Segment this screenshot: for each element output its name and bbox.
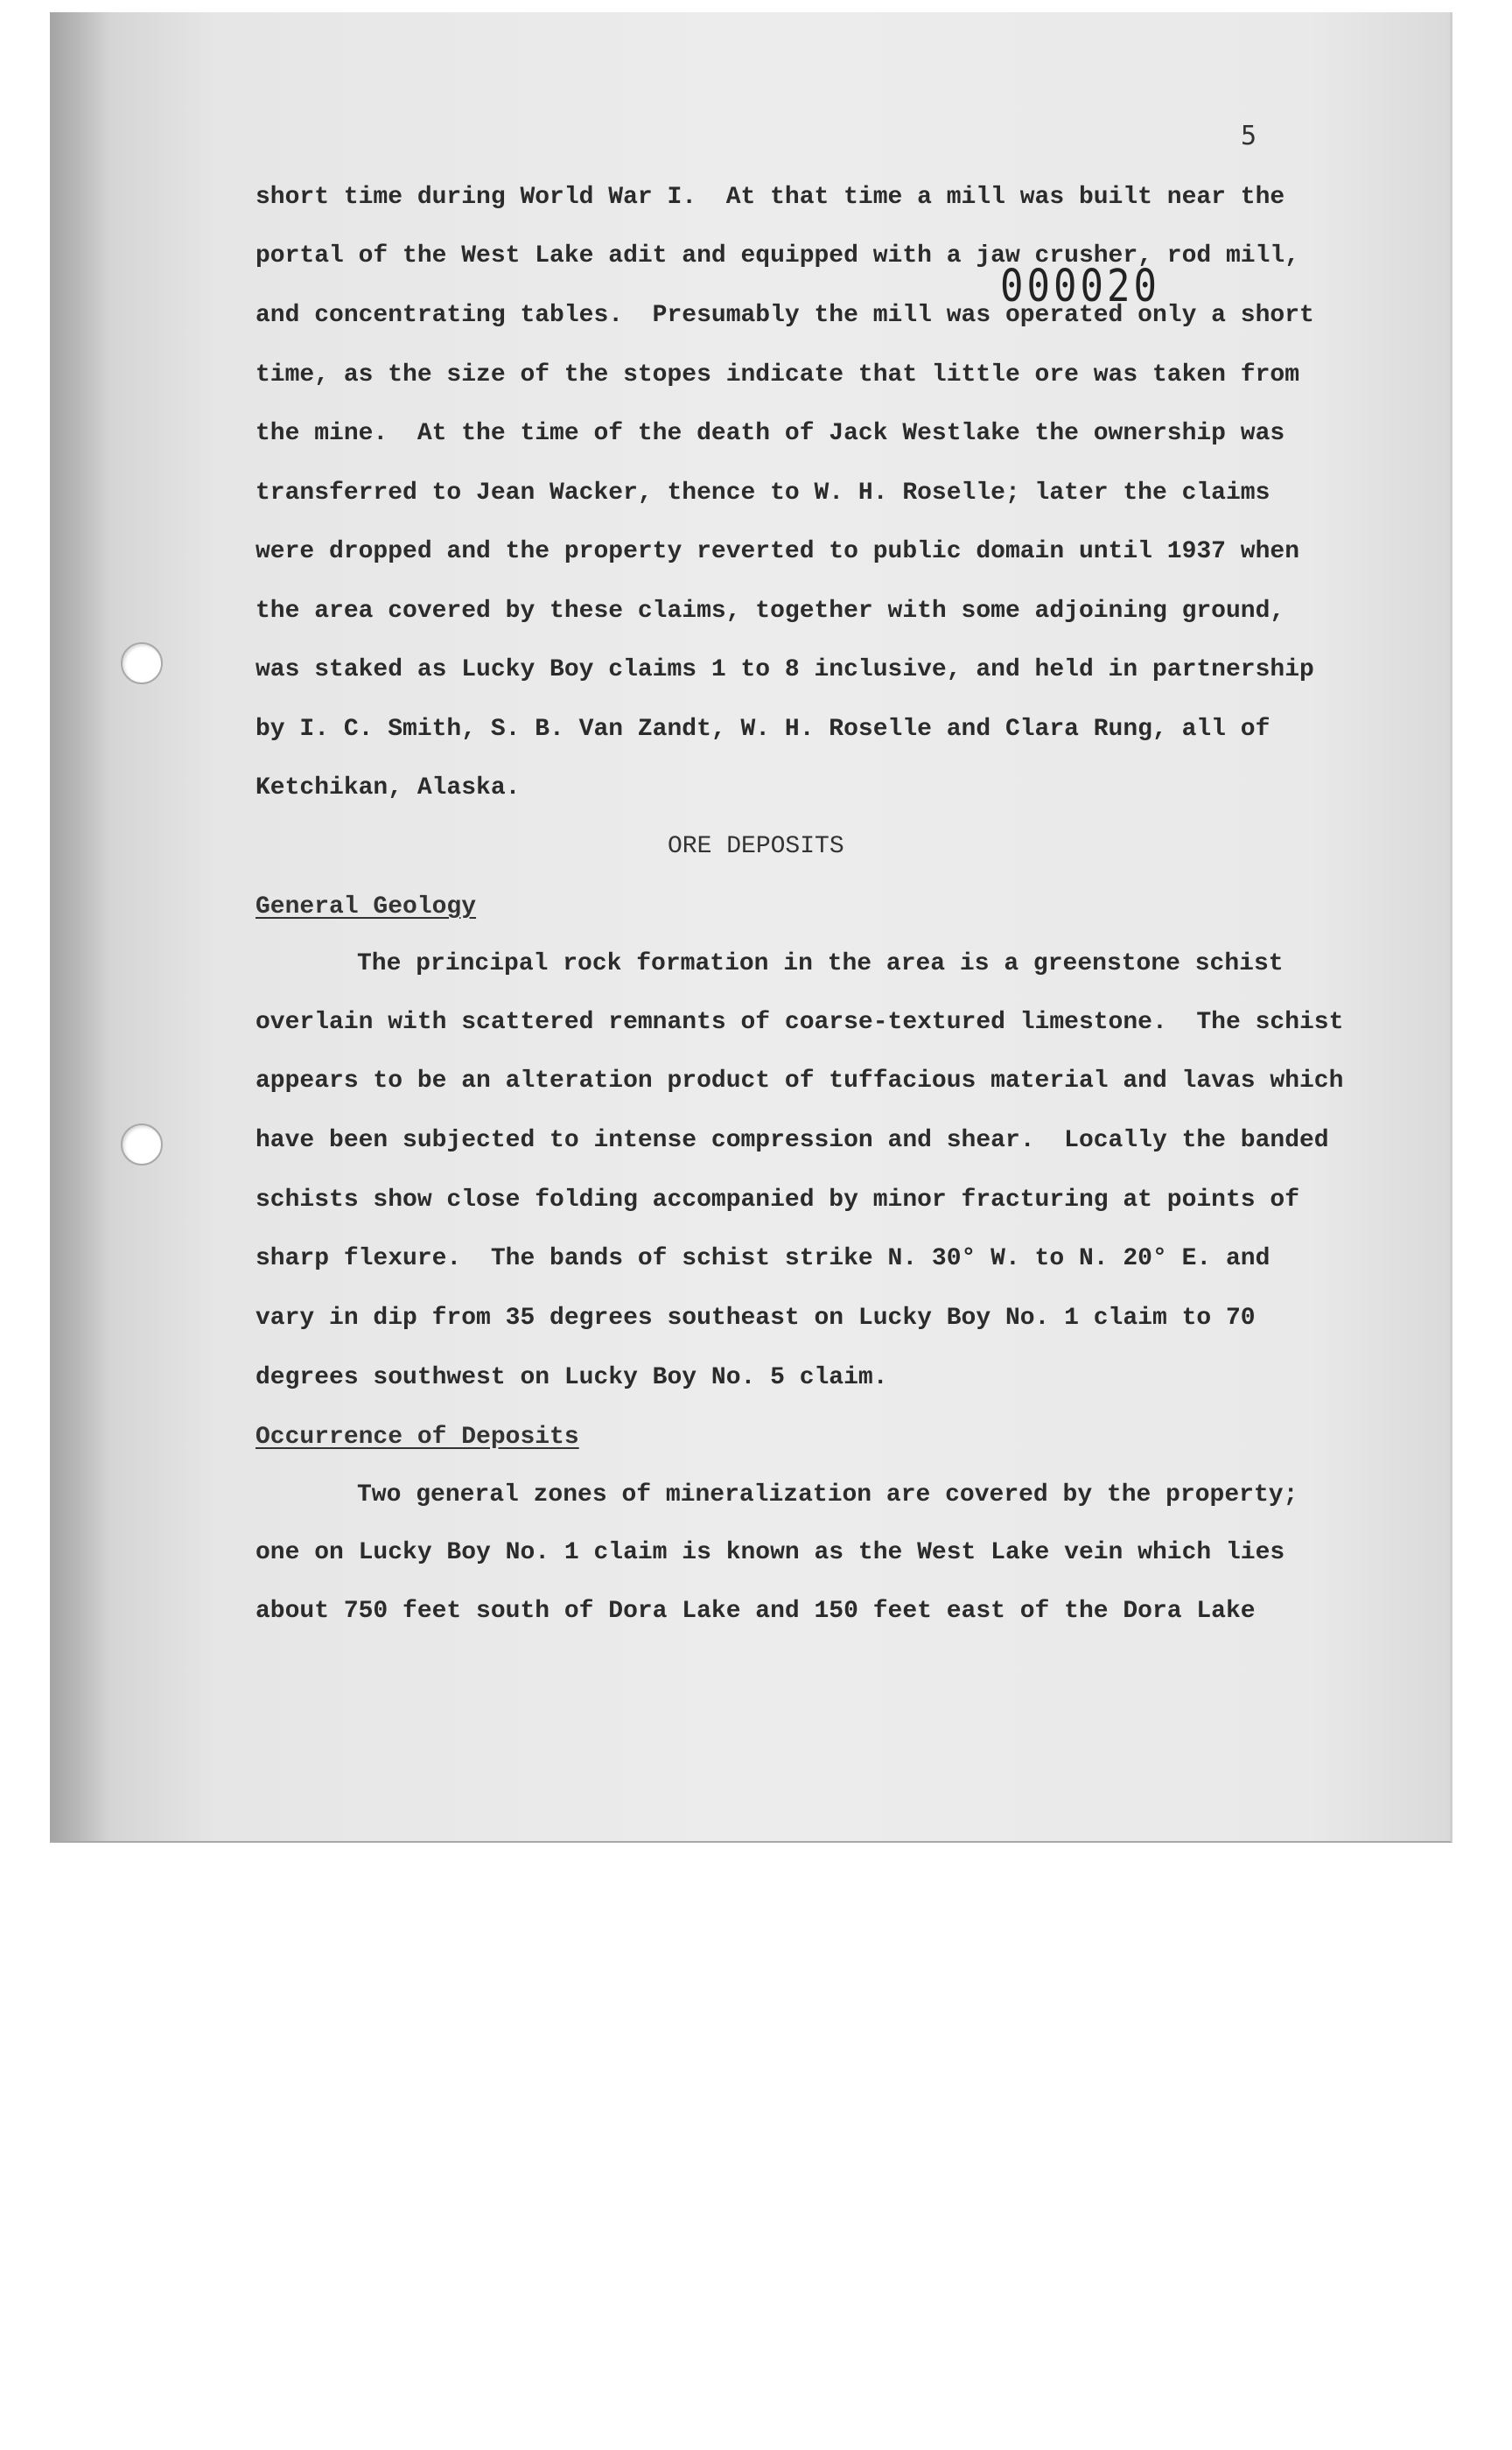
occurrence-line: Two general zones of mineralization are covered by the property; bbox=[357, 1481, 1298, 1508]
geology-line: have been subjected to intense compression and shear. Locally the banded bbox=[256, 1127, 1329, 1154]
section-title: ORE DEPOSITS bbox=[668, 833, 844, 860]
occurrence-line: about 750 feet south of Dora Lake and 150 feet east of the Dora Lake bbox=[256, 1598, 1256, 1625]
history-line: by I. C. Smith, S. B. Van Zandt, W. H. Roselle and Clara Rung, all of bbox=[256, 716, 1270, 743]
history-line: portal of the West Lake adit and equipped with a jaw crusher, rod mill, bbox=[256, 242, 1299, 270]
history-line: transferred to Jean Wacker, thence to W. H. Roselle; later the claims bbox=[256, 480, 1270, 507]
geology-line: appears to be an alteration product of tuffacious material and lavas which bbox=[256, 1068, 1344, 1095]
geology-line: overlain with scattered remnants of coarse-textured limestone. The schist bbox=[256, 1009, 1344, 1036]
geology-line: schists show close folding accompanied by minor fracturing at points of bbox=[256, 1186, 1299, 1214]
history-line: the mine. At the time of the death of Jack Westlake the ownership was bbox=[256, 420, 1285, 447]
scanned-page bbox=[50, 12, 1452, 1843]
binder-hole-top bbox=[121, 642, 163, 684]
occurrence-heading: Occurrence of Deposits bbox=[256, 1424, 579, 1451]
history-line: time, as the size of the stopes indicate that little ore was taken from bbox=[256, 361, 1299, 388]
history-line: short time during World War I. At that time a mill was built near the bbox=[256, 184, 1285, 211]
history-line: was staked as Lucky Boy claims 1 to 8 inclusive, and held in partnership bbox=[256, 656, 1314, 683]
history-line: were dropped and the property reverted to public domain until 1937 when bbox=[256, 538, 1299, 565]
general-geology-heading: General Geology bbox=[256, 893, 477, 920]
occurrence-line: one on Lucky Boy No. 1 claim is known as the West Lake vein which lies bbox=[256, 1539, 1285, 1566]
document-stamp-number: 000020 bbox=[1000, 261, 1160, 312]
geology-line: degrees southwest on Lucky Boy No. 5 claim. bbox=[256, 1364, 888, 1391]
history-line: and concentrating tables. Presumably the mill was operated only a short bbox=[256, 302, 1314, 329]
geology-line: vary in dip from 35 degrees southeast on Lucky Boy No. 1 claim to 70 bbox=[256, 1305, 1256, 1332]
history-line: the area covered by these claims, together with some adjoining ground, bbox=[256, 598, 1285, 625]
binder-hole-bottom bbox=[121, 1124, 163, 1166]
history-line: Ketchikan, Alaska. bbox=[256, 774, 521, 802]
geology-line: sharp flexure. The bands of schist strike N. 30° W. to N. 20° E. and bbox=[256, 1245, 1270, 1272]
geology-line: The principal rock formation in the area is a greenstone schist bbox=[357, 950, 1284, 977]
page-number: 5 bbox=[1241, 121, 1257, 151]
